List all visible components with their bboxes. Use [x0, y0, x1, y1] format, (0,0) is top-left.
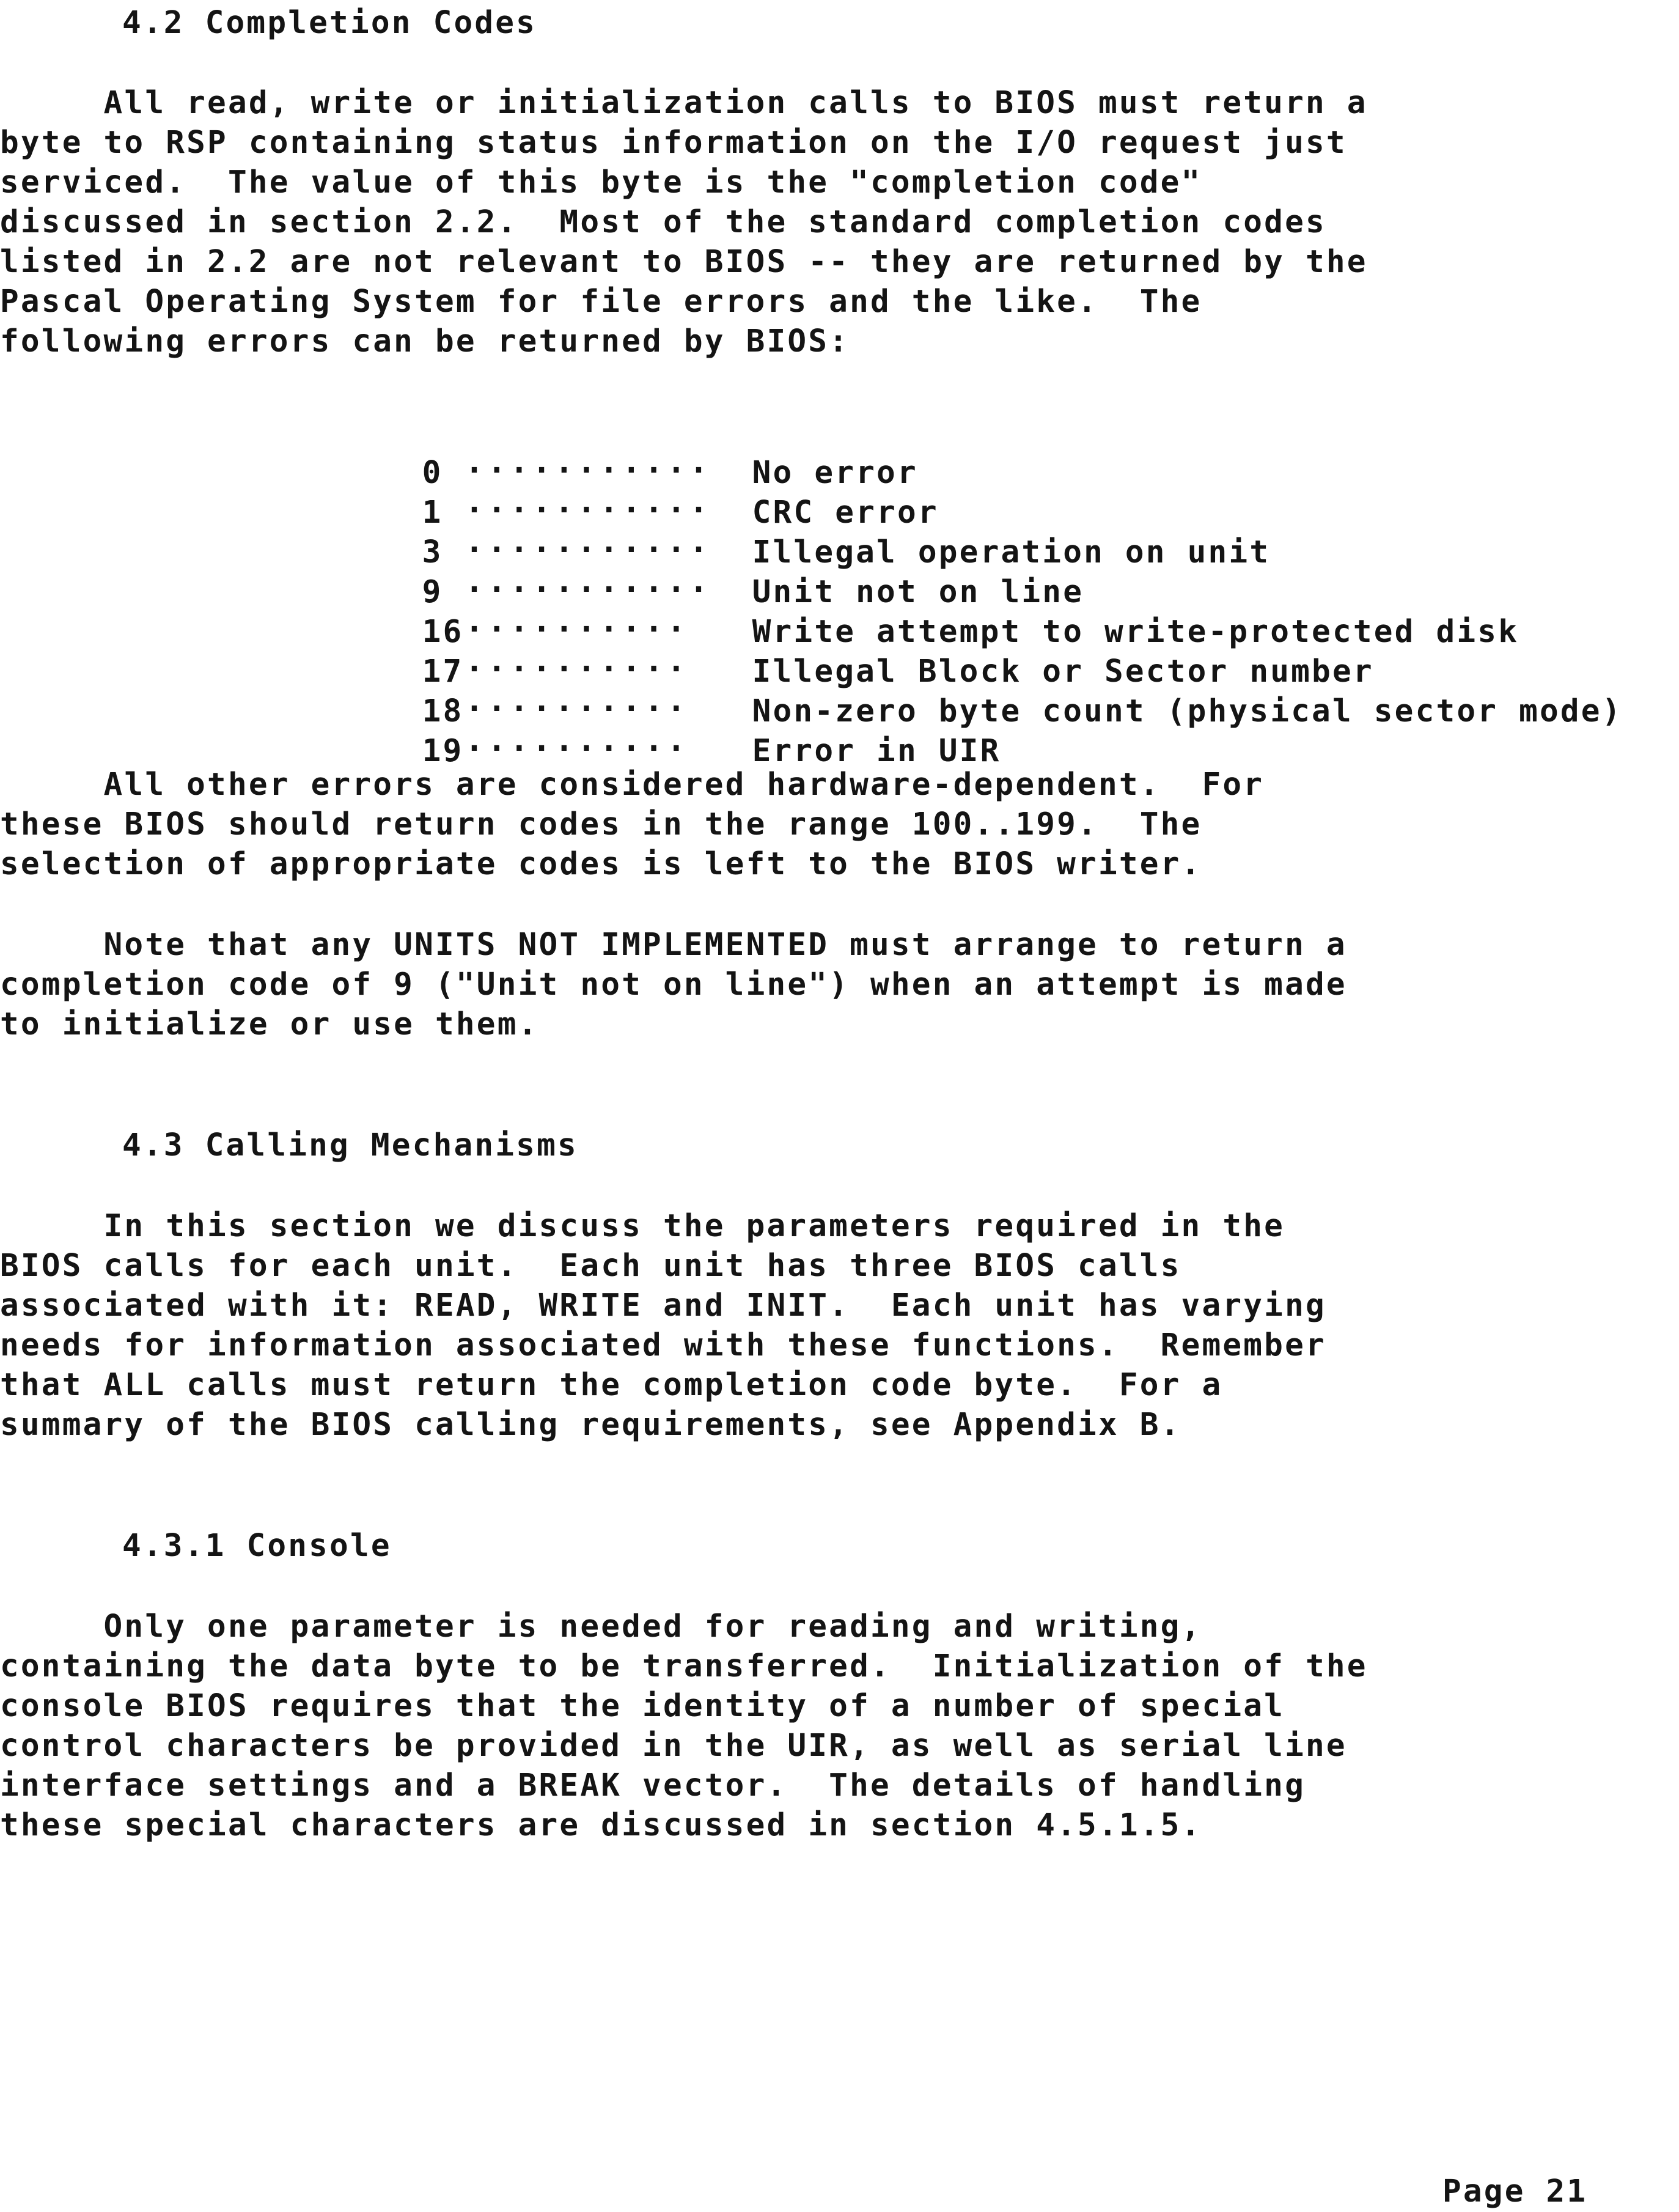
paragraph-line: associated with it: READ, WRITE and INIT. Each unit has varying: [0, 1288, 1326, 1324]
paragraph-line: summary of the BIOS calling requirements, see Appendix B.: [0, 1407, 1181, 1443]
code-value: 18: [422, 693, 464, 729]
paragraph-line: interface settings and a BREAK vector. The details of handling: [0, 1768, 1306, 1804]
code-value: 9: [422, 574, 443, 610]
paragraph-line: In this section we discuss the parameters required in the: [0, 1208, 1285, 1244]
section-heading-completion-codes: 4.2 Completion Codes: [122, 5, 537, 41]
paragraph-line: All read, write or initialization calls to BIOS must return a: [0, 85, 1368, 121]
paragraph-line: byte to RSP containing status information on the I/O request just: [0, 125, 1347, 161]
paragraph-line: serviced. The value of this byte is the "completion code": [0, 164, 1202, 201]
paragraph-line: BIOS calls for each unit. Each unit has three BIOS calls: [0, 1248, 1181, 1284]
page-number: Page 21: [1442, 2173, 1588, 2210]
leader-dots: ...........: [465, 564, 712, 600]
leader-dots: ..........: [465, 723, 689, 759]
paragraph-line: these special characters are discussed in section 4.5.1.5.: [0, 1807, 1202, 1843]
code-value: 0: [422, 455, 443, 491]
code-meaning: No error: [752, 455, 918, 491]
section-heading-calling-mechanisms: 4.3 Calling Mechanisms: [122, 1127, 578, 1163]
code-meaning: Illegal Block or Sector number: [752, 654, 1374, 690]
code-value: 17: [422, 654, 464, 690]
paragraph-line: control characters be provided in the UIR, as well as serial line: [0, 1728, 1347, 1764]
paragraph-line: Note that any UNITS NOT IMPLEMENTED must arrange to return a: [0, 927, 1347, 963]
code-meaning: Write attempt to write-protected disk: [752, 614, 1519, 650]
paragraph-line: listed in 2.2 are not relevant to BIOS -- they are returned by the: [0, 244, 1368, 280]
paragraph-line: these BIOS should return codes in the range 100..199. The: [0, 806, 1202, 842]
code-meaning: Error in UIR: [752, 733, 1001, 769]
code-meaning: Non-zero byte count (physical sector mode): [752, 693, 1623, 729]
code-value: 16: [422, 614, 464, 650]
code-value: 19: [422, 733, 464, 769]
leader-dots: ...........: [465, 444, 712, 481]
leader-dots: ...........: [465, 524, 712, 560]
code-value: 1: [422, 495, 443, 531]
paragraph-line: All other errors are considered hardware-dependent. For: [0, 767, 1265, 803]
leader-dots: ..........: [465, 643, 689, 679]
leader-dots: ..........: [465, 603, 689, 640]
code-meaning: CRC error: [752, 495, 939, 531]
code-meaning: Illegal operation on unit: [752, 534, 1271, 570]
paragraph-line: containing the data byte to be transferred. Initialization of the: [0, 1648, 1368, 1684]
code-value: 3: [422, 534, 443, 570]
paragraph-line: to initialize or use them.: [0, 1006, 539, 1042]
paragraph-line: selection of appropriate codes is left to the BIOS writer.: [0, 846, 1202, 882]
paragraph-line: needs for information associated with these functions. Remember: [0, 1327, 1326, 1363]
paragraph-line: console BIOS requires that the identity of a number of special: [0, 1688, 1285, 1724]
paragraph-line: that ALL calls must return the completion code byte. For a: [0, 1367, 1223, 1403]
code-meaning: Unit not on line: [752, 574, 1084, 610]
paragraph-line: Pascal Operating System for file errors and the like. The: [0, 284, 1202, 320]
leader-dots: ...........: [465, 484, 712, 520]
paragraph-line: completion code of 9 ("Unit not on line") when an attempt is made: [0, 967, 1347, 1003]
section-heading-console: 4.3.1 Console: [122, 1528, 392, 1564]
paragraph-line: Only one parameter is needed for reading and writing,: [0, 1609, 1202, 1645]
paragraph-line: following errors can be returned by BIOS:: [0, 323, 850, 359]
paragraph-line: discussed in section 2.2. Most of the standard completion codes: [0, 204, 1326, 240]
leader-dots: ..........: [465, 683, 689, 719]
